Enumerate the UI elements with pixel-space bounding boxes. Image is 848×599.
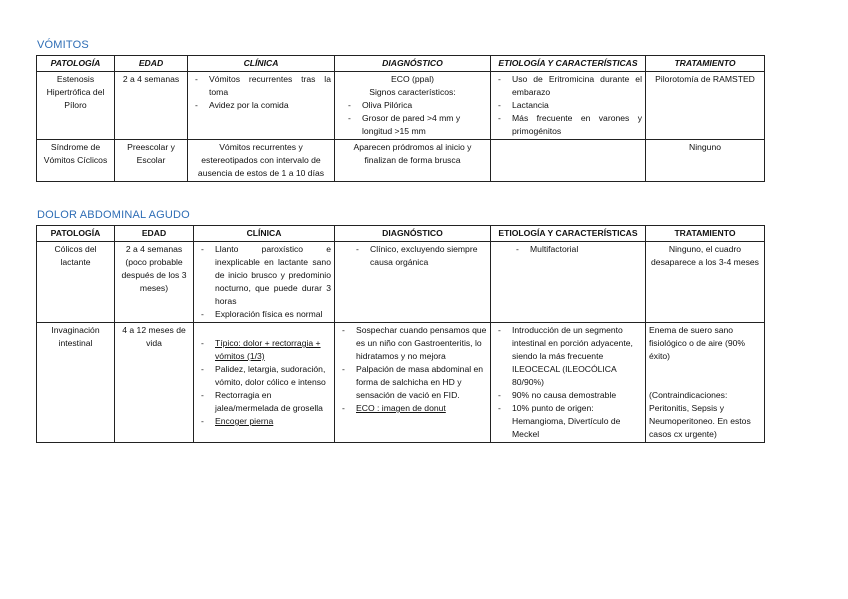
table-row: [37, 140, 765, 182]
cell-clinica: [194, 242, 335, 323]
tratamiento-text: Enema de suero sano fisiológico o de aire (90% éxito): [649, 325, 746, 361]
list-item: - Encoger pierna: [197, 415, 331, 428]
cell-patologia: Síndrome de Vómitos Cíclicos: [37, 140, 115, 182]
list-item: - Más frecuente en varones y primogénitos: [494, 112, 642, 138]
header-tratamiento: TRATAMIENTO: [646, 56, 765, 72]
vomitos-table: [36, 55, 765, 182]
list-item: - 90% no causa demostrable: [494, 389, 642, 402]
table-row: [37, 242, 765, 323]
list-item: - Clínico, excluyendo siempre causa orgánica: [352, 243, 487, 269]
section-title-dolor: DOLOR ABDOMINAL AGUDO: [37, 209, 190, 221]
section-title-vomitos: VÓMITOS: [37, 39, 89, 51]
list-item: - Grosor de pared >4 mm y longitud >15 mm: [344, 112, 487, 138]
cell-edad: Preescolar y Escolar: [115, 140, 188, 182]
cell-tratamiento: Pilorotomía de RAMSTED: [646, 72, 765, 140]
cell-diagnostico: [335, 242, 491, 323]
list-item: - Multifactorial: [512, 243, 642, 256]
header-clinica: CLÍNICA: [188, 56, 335, 72]
list-item: - Palidez, letargia, sudoración, vómito, dolor cólico e intenso: [197, 363, 331, 389]
cell-edad: 2 a 4 semanas: [115, 72, 188, 140]
cell-clinica: [188, 72, 335, 140]
header-etiologia: ETIOLOGÍA Y CARACTERÍSTICAS: [491, 226, 646, 242]
header-diagnostico: DIAGNÓSTICO: [335, 56, 491, 72]
list-item: - Introducción de un segmento intestinal en porción adyacente, siendo la más frecuente ILEOCECAL (ILEOCÓLICA 80/90%): [494, 324, 642, 389]
cell-tratamiento: Ninguno: [646, 140, 765, 182]
cell-tratamiento: [646, 323, 765, 443]
cell-etiologia: [491, 323, 646, 443]
header-tratamiento: TRATAMIENTO: [646, 226, 765, 242]
tratamiento-contraindicaciones: (Contraindicaciones: Peritonitis, Sepsis y Neumoperitoneo. En estos casos cx urgente): [649, 390, 751, 439]
table-header-row: [37, 226, 765, 242]
list-item: - ECO : imagen de donut: [338, 402, 487, 415]
cell-tratamiento: Ninguno, el cuadro desaparece a los 3-4 meses: [646, 242, 765, 323]
cell-etiologia: [491, 140, 646, 182]
list-item: - 10% punto de origen: Hemangioma, Divertículo de Meckel: [494, 402, 642, 441]
list-item: - Típico: dolor + rectorragia + vómitos (1/3): [197, 337, 331, 363]
list-item: - Lactancia: [494, 99, 642, 112]
diagnostico-intro: ECO (ppal): [391, 74, 434, 84]
cell-clinica: [194, 323, 335, 443]
cell-edad: 4 a 12 meses de vida: [115, 323, 194, 443]
list-item: - Rectorragia en jalea/mermelada de grosella: [197, 389, 331, 415]
cell-edad: 2 a 4 semanas (poco probable después de los 3 meses): [115, 242, 194, 323]
cell-patologia: Invaginación intestinal: [37, 323, 115, 443]
list-item: - Sospechar cuando pensamos que es un niño con Gastroenteritis, lo hidratamos y no mejora: [338, 324, 487, 363]
cell-patologia: Cólicos del lactante: [37, 242, 115, 323]
header-clinica: CLÍNICA: [194, 226, 335, 242]
table-header-row: [37, 56, 765, 72]
list-item: - Avidez por la comida: [191, 99, 331, 112]
list-item: - Palpación de masa abdominal en forma de salchicha en HD y sensación de vació en FID.: [338, 363, 487, 402]
list-item: - Vómitos recurrentes tras la toma: [191, 73, 331, 99]
header-etiologia: ETIOLOGÍA Y CARACTERÍSTICAS: [491, 56, 646, 72]
header-patologia: PATOLOGÍA: [37, 56, 115, 72]
cell-diagnostico: [335, 323, 491, 443]
dolor-table: [36, 225, 765, 443]
header-diagnostico: DIAGNÓSTICO: [335, 226, 491, 242]
cell-diagnostico: [335, 72, 491, 140]
cell-clinica: Vómitos recurrentes y estereotipados con intervalo de ausencia de estos de 1 a 10 días: [188, 140, 335, 182]
diagnostico-sub: Signos característicos:: [369, 87, 456, 97]
header-patologia: PATOLOGÍA: [37, 226, 115, 242]
header-edad: EDAD: [115, 226, 194, 242]
list-item: - Llanto paroxístico e inexplicable en lactante sano de inicio brusco y predominio nocturno, que puede durar 3 horas: [197, 243, 331, 308]
list-item: - Oliva Pilórica: [344, 99, 487, 112]
table-row: [37, 72, 765, 140]
header-edad: EDAD: [115, 56, 188, 72]
list-item: - Uso de Eritromicina durante el embarazo: [494, 73, 642, 99]
cell-etiologia: [491, 72, 646, 140]
list-item: - Exploración física es normal: [197, 308, 331, 321]
table-row: [37, 323, 765, 443]
cell-diagnostico: Aparecen pródromos al inicio y finalizan de forma brusca: [335, 140, 491, 182]
cell-patologia: Estenosis Hipertrófica del Píloro: [37, 72, 115, 140]
cell-etiologia: [491, 242, 646, 323]
